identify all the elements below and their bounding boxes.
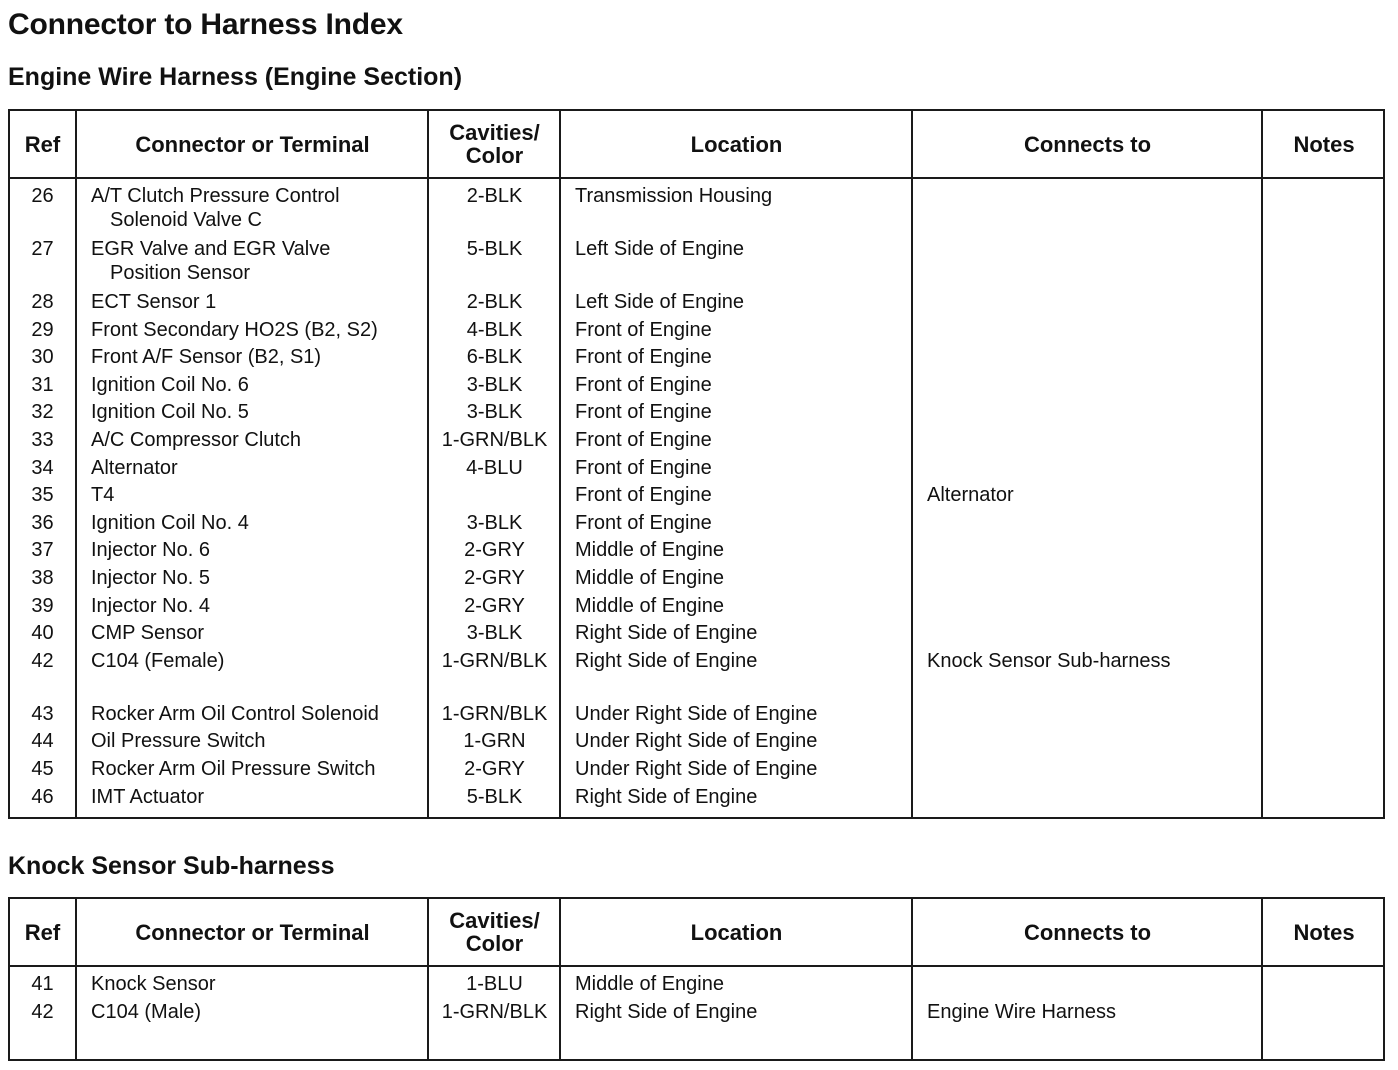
ref-cell: 35 xyxy=(31,484,54,507)
cavities-color-cell: 3-BLK xyxy=(466,511,523,534)
section-title-knock-sensor-sub-harness: Knock Sensor Sub-harness xyxy=(8,852,335,880)
ref-cell: 46 xyxy=(31,785,54,808)
page-title: Connector to Harness Index xyxy=(8,8,403,41)
connector-cell: Rocker Arm Oil Pressure Switch xyxy=(91,757,376,780)
table-row xyxy=(10,373,1383,401)
table-row xyxy=(10,538,1383,566)
table-row xyxy=(10,621,1383,649)
connector-cell: Ignition Coil No. 4 xyxy=(91,511,249,534)
header-connector: Connector or Terminal xyxy=(135,131,370,157)
header-ref: Ref xyxy=(24,131,61,157)
connector-cell: Oil Pressure Switch xyxy=(91,730,266,753)
table-row xyxy=(10,511,1383,539)
location-cell: Right Side of Engine xyxy=(575,649,758,672)
ref-cell: 31 xyxy=(31,373,54,396)
connector-name-continued: Solenoid Valve C xyxy=(110,209,262,231)
section-title-engine-wire-harness: Engine Wire Harness (Engine Section) xyxy=(8,63,463,91)
location-cell: Transmission Housing xyxy=(575,185,773,207)
location-cell: Front of Engine xyxy=(575,401,712,424)
connector-cell: C104 (Male) xyxy=(91,1000,202,1023)
connector-cell: T4 xyxy=(91,484,115,507)
header-location: Location xyxy=(690,919,783,945)
ref-cell: 36 xyxy=(31,511,54,534)
cavities-color-cell: 6-BLK xyxy=(466,346,523,369)
ref-cell: 34 xyxy=(31,456,54,479)
ref-cell: 37 xyxy=(31,539,54,562)
connects-to-cell: Engine Wire Harness xyxy=(927,1000,1116,1023)
location-cell: Middle of Engine xyxy=(575,539,724,562)
header-divider xyxy=(10,177,1383,179)
location-cell: Front of Engine xyxy=(575,456,712,479)
location-cell: Front of Engine xyxy=(575,511,712,534)
table-row xyxy=(10,729,1383,757)
cavities-color-cell: 3-BLK xyxy=(466,401,523,424)
ref-cell: 41 xyxy=(31,973,54,995)
cavities-color-cell: 2-GRY xyxy=(464,566,525,589)
header-ref: Ref xyxy=(24,919,61,945)
location-cell: Right Side of Engine xyxy=(575,785,758,808)
connector-cell: Injector No. 6 xyxy=(91,539,210,562)
location-cell: Under Right Side of Engine xyxy=(575,702,818,725)
ref-cell: 42 xyxy=(31,649,54,672)
cavities-color-cell: 2-GRY xyxy=(464,757,525,780)
table-header xyxy=(10,111,1383,177)
table-row xyxy=(10,649,1383,702)
table-row xyxy=(10,757,1383,785)
cavities-color-cell: 2-GRY xyxy=(464,539,525,562)
header-connector: Connector or Terminal xyxy=(135,919,370,945)
ref-cell: 29 xyxy=(31,318,54,341)
table-row xyxy=(10,290,1383,318)
connector-cell: A/C Compressor Clutch xyxy=(91,428,302,451)
ref-cell: 44 xyxy=(31,730,54,753)
connector-cell: Front A/F Sensor (B2, S1) xyxy=(91,346,322,369)
table-body xyxy=(10,972,1383,1027)
cavities-color-cell: 4-BLU xyxy=(466,456,523,479)
connector-cell: Rocker Arm Oil Control Solenoid xyxy=(91,702,379,725)
connector-cell: Knock Sensor xyxy=(91,973,216,995)
cavities-color-cell: 2-BLK xyxy=(466,291,523,313)
connector-name: EGR Valve and EGR Valve xyxy=(91,238,331,260)
cavities-color-cell: 5-BLK xyxy=(466,238,523,260)
table-row xyxy=(10,785,1383,813)
location-cell: Front of Engine xyxy=(575,428,712,451)
connector-cell: Injector No. 4 xyxy=(91,594,210,617)
location-cell: Front of Engine xyxy=(575,373,712,396)
location-cell: Front of Engine xyxy=(575,318,712,341)
table-row xyxy=(10,456,1383,484)
location-cell: Under Right Side of Engine xyxy=(575,730,818,753)
table-row xyxy=(10,972,1383,1000)
connects-to-cell: Alternator xyxy=(927,484,1014,507)
ref-cell: 38 xyxy=(31,566,54,589)
ref-cell: 33 xyxy=(31,428,54,451)
header-connects-to: Connects to xyxy=(1023,919,1152,945)
location-cell: Left Side of Engine xyxy=(575,238,745,260)
connector-cell: ECT Sensor 1 xyxy=(91,291,217,313)
cavities-color-cell: 2-GRY xyxy=(464,594,525,617)
engine-wire-harness-table xyxy=(8,109,1385,819)
connector-cell xyxy=(91,237,431,285)
table-row xyxy=(10,1000,1383,1028)
cavities-color-cell: 1-GRN/BLK xyxy=(441,1000,548,1023)
cavities-color-cell: 5-BLK xyxy=(466,785,523,808)
table-row xyxy=(10,702,1383,730)
cavities-color-cell: 3-BLK xyxy=(466,622,523,645)
connector-name-continued: Position Sensor xyxy=(110,262,251,284)
ref-cell: 28 xyxy=(31,291,54,313)
connector-cell: Front Secondary HO2S (B2, S2) xyxy=(91,318,378,341)
table-row xyxy=(10,184,1383,237)
connector-cell: Injector No. 5 xyxy=(91,566,210,589)
ref-cell: 26 xyxy=(31,185,54,207)
header-notes: Notes xyxy=(1293,919,1355,945)
cavities-color-cell: 1-GRN/BLK xyxy=(441,702,548,725)
location-cell: Right Side of Engine xyxy=(575,622,758,645)
cavities-color-cell: 1-GRN/BLK xyxy=(441,649,548,672)
location-cell: Front of Engine xyxy=(575,346,712,369)
location-cell: Under Right Side of Engine xyxy=(575,757,818,780)
location-cell: Middle of Engine xyxy=(575,973,724,995)
connector-cell: Alternator xyxy=(91,456,178,479)
connector-cell xyxy=(91,184,431,232)
header-connects-to: Connects to xyxy=(1023,131,1152,157)
table-row xyxy=(10,345,1383,373)
connector-cell: CMP Sensor xyxy=(91,622,205,645)
ref-cell: 42 xyxy=(31,1000,54,1023)
header-location: Location xyxy=(690,131,783,157)
ref-cell: 39 xyxy=(31,594,54,617)
cavities-color-cell: 1-BLU xyxy=(466,973,523,995)
cavities-color-cell: 2-BLK xyxy=(466,185,523,207)
location-cell: Left Side of Engine xyxy=(575,291,745,313)
table-row xyxy=(10,483,1383,511)
cavities-color-cell: 1-GRN/BLK xyxy=(441,428,548,451)
header-cavities-color: Cavities/ Color xyxy=(449,120,540,168)
ref-cell: 45 xyxy=(31,757,54,780)
location-cell: Right Side of Engine xyxy=(575,1000,758,1023)
table-row xyxy=(10,566,1383,594)
connects-to-cell: Knock Sensor Sub-harness xyxy=(927,649,1171,672)
table-row xyxy=(10,237,1383,290)
table-row xyxy=(10,428,1383,456)
header-divider xyxy=(10,965,1383,967)
cavities-color-cell: 4-BLK xyxy=(466,318,523,341)
table-row xyxy=(10,594,1383,622)
connector-cell: IMT Actuator xyxy=(91,785,205,808)
table-row xyxy=(10,400,1383,428)
location-cell: Front of Engine xyxy=(575,484,712,507)
ref-cell: 30 xyxy=(31,346,54,369)
table-row xyxy=(10,318,1383,346)
connector-cell: Ignition Coil No. 6 xyxy=(91,373,249,396)
ref-cell: 32 xyxy=(31,401,54,424)
table-body xyxy=(10,184,1383,812)
table-header xyxy=(10,899,1383,965)
location-cell: Middle of Engine xyxy=(575,566,724,589)
ref-cell: 43 xyxy=(31,702,54,725)
cavities-color-cell: 3-BLK xyxy=(466,373,523,396)
knock-sensor-sub-harness-table xyxy=(8,897,1385,1061)
cavities-color-cell: 1-GRN xyxy=(463,730,526,753)
header-notes: Notes xyxy=(1293,131,1355,157)
ref-cell: 40 xyxy=(31,622,54,645)
connector-name: A/T Clutch Pressure Control xyxy=(91,185,340,207)
location-cell: Middle of Engine xyxy=(575,594,724,617)
connector-cell: Ignition Coil No. 5 xyxy=(91,401,249,424)
ref-cell: 27 xyxy=(31,238,54,260)
connector-cell: C104 (Female) xyxy=(91,649,225,672)
header-cavities-color: Cavities/ Color xyxy=(449,908,540,956)
